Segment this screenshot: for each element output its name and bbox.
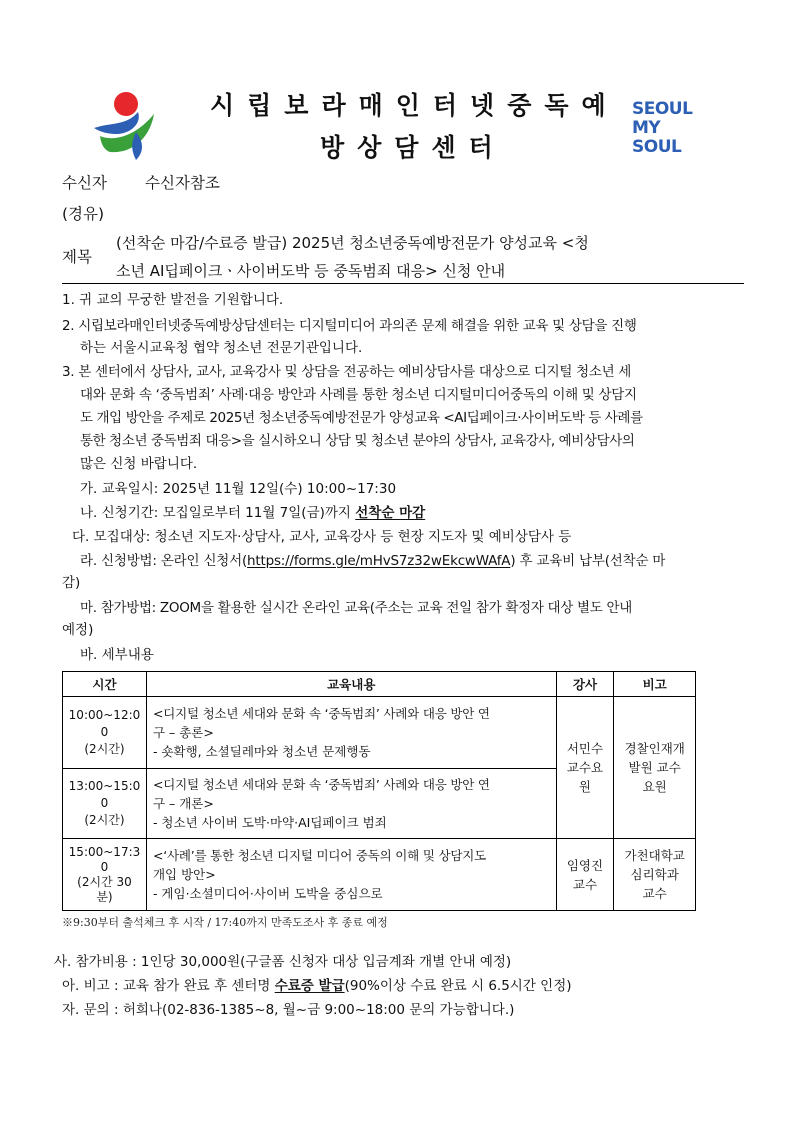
item-a: [62, 976, 572, 997]
header-content: 교육내용: [146, 672, 556, 697]
paragraph-3-line3: 도 개입 방안을 주제로 2025년 청소년중독예방전문가 양성교육 <AI딥페이크·사이버도박 등 사례를: [80, 410, 643, 426]
table-header-row: [63, 672, 696, 697]
note-cell: [614, 697, 696, 839]
item-a-emphasis: 수료증 발급: [274, 978, 345, 994]
time-text: (2시간 30: [77, 874, 132, 889]
instructor-text: 서민수: [566, 741, 604, 756]
content-detail: - 게임·소셜미디어·사이버 도박을 중심으로: [152, 886, 383, 901]
paragraph-3-line1: 3. 본 센터에서 상담사, 교사, 교육강사 및 상담을 전공하는 예비상담사를 대상으로 디지털 청소년 세: [62, 364, 632, 380]
time-text: (2시간): [84, 742, 125, 756]
time-text: 15:00~17:3: [68, 844, 141, 859]
instructor-cell: [556, 697, 614, 839]
item-ra: [80, 551, 665, 572]
item-sa: 사. 참가비용 : 1인당 30,000원(구글폼 신청자 대상 입금계좌 개별 안내 예정): [54, 954, 512, 970]
content-detail: - 청소년 사이버 도박·마약·AI딥페이크 범죄: [152, 815, 387, 830]
content-detail: - 숏확행, 소셜딜레마와 청소년 문제행동: [152, 744, 371, 759]
time-text: (2시간): [84, 813, 125, 827]
instructor-text: 임영진: [566, 857, 604, 873]
recipient-label: 수신자: [62, 174, 107, 192]
time-text: 10:00~12:0: [68, 708, 141, 722]
item-a-suffix: (90%이상 수료 완료 시 6.5시간 인정): [344, 978, 572, 994]
content-title: <디지털 청소년 세대와 문화 속 ‘중독범죄’ 사례와 대응 방안 연: [152, 777, 490, 792]
item-ra-line2: 감): [62, 575, 81, 591]
header-time: 시간: [63, 672, 147, 697]
schedule-footnote: ※9:30부터 출석체크 후 시작 / 17:40까지 만족도조사 후 종료 예정: [62, 916, 388, 929]
note-text: 교수: [642, 886, 667, 901]
content-title: <‘사례’를 통한 청소년 디지털 미디어 중독의 이해 및 상담지도: [152, 848, 486, 863]
item-a-text: 아. 비고 : 교육 참가 완료 후 센터명: [62, 978, 275, 994]
item-na: [80, 503, 425, 524]
item-ra-suffix: ) 후 교육비 납부(선착순 마: [510, 553, 666, 569]
instructor-text: 교수요: [566, 760, 604, 775]
item-ma-line2: 예정): [62, 622, 94, 638]
paragraph-2-line2: 하는 서울시교육청 협약 청소년 전문기관입니다.: [80, 340, 363, 356]
paragraph-3-line4: 통한 청소년 중독범죄 대응>을 실시하오니 상담 및 청소년 분야의 상담사, 교육강사, 예비상담사의: [80, 433, 635, 449]
content-cell: [146, 839, 556, 911]
org-title-line1: 시립보라매인터넷중독예: [210, 91, 619, 120]
my-soul-logo-text: MY SOUL: [632, 118, 682, 157]
time-cell: [63, 697, 147, 769]
seoul-my-soul-logo: [632, 100, 712, 157]
schedule-table: [62, 671, 696, 911]
content-cell: [146, 697, 556, 769]
time-text: 13:00~15:0: [68, 779, 141, 793]
item-ba: 바. 세부내용: [80, 647, 154, 663]
item-na-emphasis: 선착순 마감: [355, 505, 426, 521]
header-instructor: 강사: [556, 672, 614, 697]
recipient-value: 수신자참조: [145, 174, 220, 192]
content-title-cont: 개입 방안>: [152, 867, 216, 882]
seoul-logo-text: SEOUL: [632, 99, 693, 119]
item-ga: 가. 교육일시: 2025년 11월 12일(수) 10:00~17:30: [80, 481, 397, 497]
org-title-line2: 방상담센터: [320, 133, 506, 162]
item-da: 다. 모집대상: 청소년 지도자·상담사, 교사, 교육강사 등 현장 지도자 및 예비상담사 등: [72, 529, 572, 545]
content-title-cont: 구 – 총론>: [152, 725, 214, 740]
instructor-cell: [556, 839, 614, 911]
time-cell: [63, 769, 147, 839]
item-ja: 자. 문의 : 허희나(02-836-1385~8, 월~금 9:00~18:00 문의 가능합니다.): [62, 1002, 515, 1018]
content-title-cont: 구 – 개론>: [152, 796, 214, 811]
header-note: 비고: [614, 672, 696, 697]
paragraph-2-line1: 2. 시립보라매인터넷중독예방상담센터는 디지털미디어 과의존 문제 해결을 위한 교육 및 상담을 진행: [62, 318, 637, 334]
instructor-text: 원: [578, 779, 591, 794]
note-text: 경찰인재개: [624, 741, 685, 756]
subject-label: 제목: [62, 248, 92, 266]
item-ma-line1: 마. 참가방법: ZOOM을 활용한 실시간 온라인 교육(주소는 교육 전일 참가 확정자 대상 별도 안내: [80, 600, 632, 616]
note-text: 발원 교수: [628, 760, 681, 775]
note-cell: [614, 839, 696, 911]
table-row: [63, 697, 696, 769]
item-ra-text: 라. 신청방법: 온라인 신청서(: [80, 553, 248, 569]
item-na-text: 나. 신청기간: 모집일로부터 11월 7일(금)까지: [80, 505, 356, 521]
time-text: 0: [100, 859, 109, 874]
subject-line1: (선착순 마감/수료증 발급) 2025년 청소년중독예방전문가 양성교육 <청: [116, 234, 589, 252]
via-label: (경유): [62, 205, 105, 223]
paragraph-3-line5: 많은 신청 바랍니다.: [80, 456, 198, 472]
time-text: 분): [96, 889, 113, 904]
paragraph-1: 1. 귀 교의 무궁한 발전을 기원합니다.: [62, 292, 284, 308]
table-row: [63, 839, 696, 911]
application-form-link[interactable]: https://forms.gle/mHvS7z32wEkcwWAfA: [247, 553, 511, 569]
seoul-emblem-logo: [86, 86, 162, 162]
content-title: <디지털 청소년 세대와 문화 속 ‘중독범죄’ 사례와 대응 방안 연: [152, 706, 490, 721]
note-text: 가천대학교: [624, 848, 685, 863]
instructor-text: 교수: [572, 876, 598, 892]
time-cell: [63, 839, 147, 911]
time-text: 0: [100, 796, 109, 810]
subject-divider: [62, 283, 744, 284]
paragraph-3-line2: 대와 문화 속 ‘중독범죄’ 사례·대응 방안과 사례를 통한 청소년 디지털미디어중독의 이해 및 상담지: [80, 387, 637, 403]
note-text: 심리학과: [630, 867, 679, 882]
note-text: 요원: [642, 779, 667, 794]
subject-line2: 소년 AI딥페이크ㆍ사이버도박 등 중독범죄 대응> 신청 안내: [116, 262, 506, 280]
content-cell: [146, 769, 556, 839]
time-text: 0: [100, 725, 109, 739]
